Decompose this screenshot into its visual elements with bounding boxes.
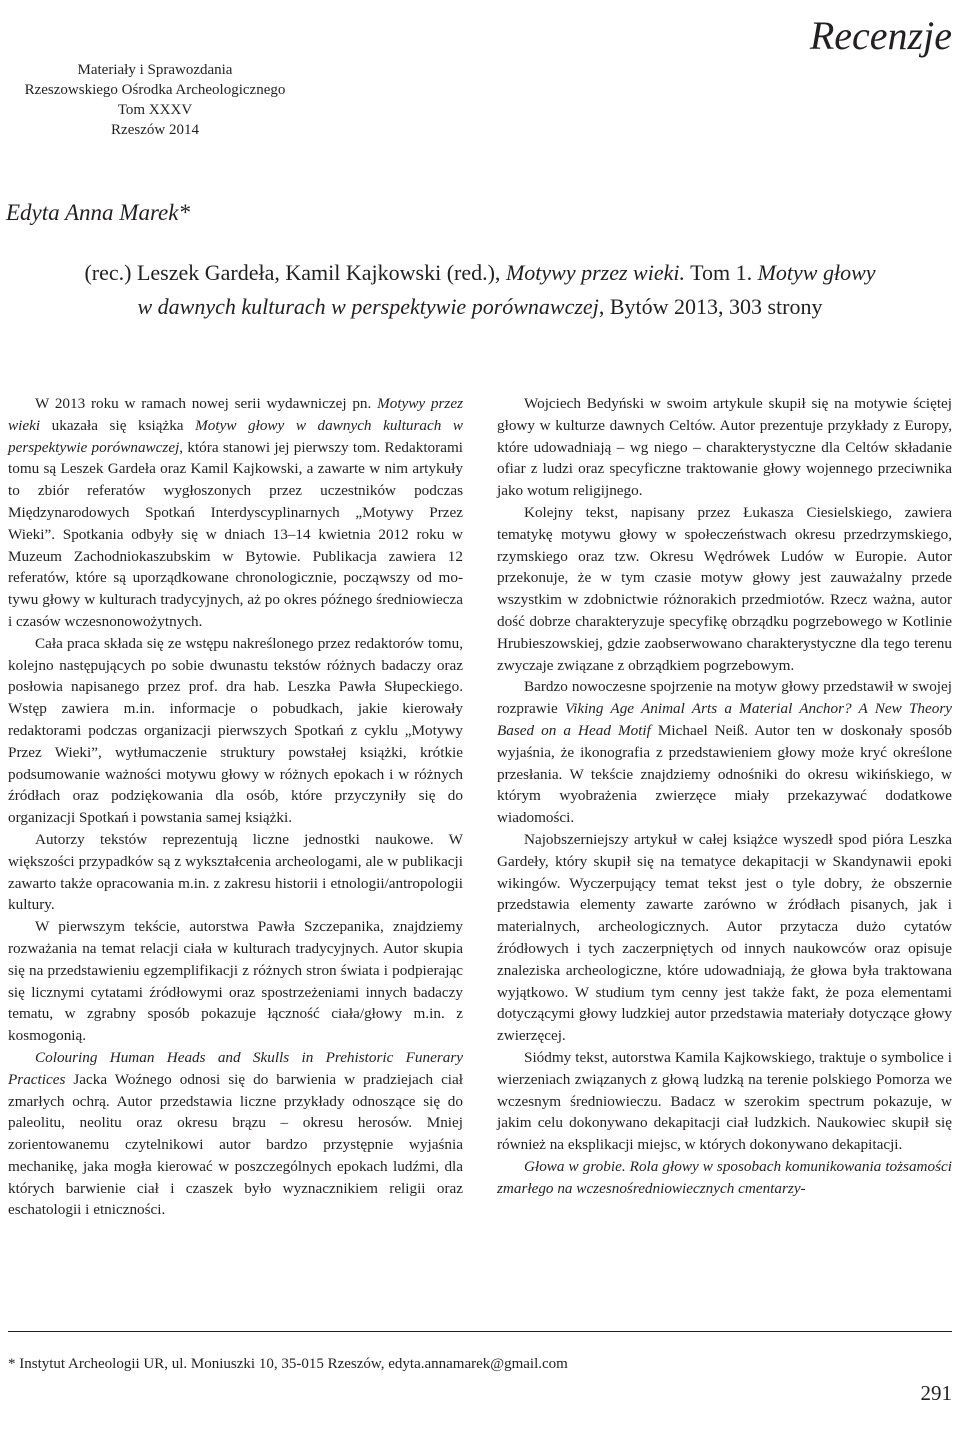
paragraph: Kolejny tekst, napisany przez Łukasza Ciesielskiego, zawiera tematykę motywu głowy w społeczeństwach okresu przedrzymskiego, rzymskiego oraz tzw. Okresu Wędrówek Ludów w Europie. Autor przekonuje, że w tym czasie motyw głowy jest zauważalny przede wszystkim w zdobnictwie różnorakich przedmiotów. Rzecz ważna, autor dość dobrze charakteryzuje specyfikę obrządku pogrzebowego w Kotlinie Hrubieszowskiej, gdzie zaobserwowano charakterystyczne dla tego terenu zwyczaje związane z obrządkiem pogrzebowym. — [497, 503, 952, 674]
title-part-italic: Motywy przez wieki. — [505, 260, 685, 285]
title-part: , Bytów 2013, 303 strony — [598, 294, 823, 319]
paragraph — [497, 676, 952, 829]
text-span: Michael Neiß. Autor ten w doskonały sposób wyjaśnia, że ikonografia z przedstawieniem głowy może kryć określone przesłania. W tekście znajdziemy odnośniki do okresu wikińskiego, w którym wyobrażenia zwierzęce miały przekazywać dodatkowe wiadomości. — [497, 721, 952, 827]
paragraph: Siódmy tekst, autorstwa Kamila Kajkowskiego, traktuje o symbolice i wierzeniach związanych z głową ludzką na terenie polskiego Pomorza we wczesnym średniowieczu. Badacz w szerokim spectrum pokazuje, w jakim celu dokonywano dekapitacji ciał ludzkich. Naukowiec skupił się również na eksplikacji miejsc, w których dokonywano dekapitacji. — [497, 1048, 952, 1154]
paragraph: Autorzy tekstów reprezentują liczne jednostki naukowe. W większości przypadków są z wykształcenia archeologami, ale w publikacji zawarto także opracowania m.in. z zakresu historii i etnologii/antropologii kultury. — [8, 830, 463, 914]
footnote: * Instytut Archeologii UR, ul. Moniuszki 10, 35-015 Rzeszów, edyta.annamarek@gmail.com — [8, 1356, 568, 1372]
footnote-divider — [8, 1331, 952, 1332]
right-column — [497, 393, 952, 1199]
paragraph: Najobszerniejszy artykuł w całej książce wyszedł spod pióra Leszka Gardeły, który skupił się na tematyce dekapitacji w Skandynawii epoki wikingów. Wyczerpujący temat tekst jest o tyle dobry, że obszernie przedstawia elementy zawarte zarówno w źródłach pisanych, jak i materialnych, archeologicznych. Autor przytacza dużo cytatów źródłowych i tych zaczerpniętych od innych naukowców oraz opisuje znaleziska archeologiczne, które udowadniają, że głowa była traktowana wyjątkowo. W studium tym cenny jest także fakt, że poza elementami dotyczącymi głowy ludzkiej autor przedstawia materiały dotyczące głowy zwierzęcej. — [497, 830, 952, 1045]
paragraph — [8, 393, 463, 633]
section-title: Recenzje — [809, 13, 952, 58]
text-span: Bardzo nowoczesne spojrzenie na motyw głowy przedstawił w swojej rozprawie — [497, 678, 952, 718]
title-part: (rec.) Leszek Gardeła, Kamil Kajkowski (red.), — [84, 260, 506, 285]
text-span: , która stanowi jej pierwszy tom. Redaktorami tomu są Leszek Gardeła oraz Kamil Kajkowski, a zawarte w nim artykuły to zbiór referatów wygłoszonych przez uczestników podczas Międzynarodowych Spotkań Interdyscyplinarnych „Motywy Przez Wieki”. Spotkania odbyły się w dniach 13–14 kwietnia 2012 roku w Muzeum Zachodniokaszubskim w Bytowie. Publikacja zawiera 12 referatów, które są uporządkowane chronologicznie, począwszy od motywu głowy w kulturach tradycyjnych, aż po okres późnego średniowiecza i czasów wczesnonowożytnych. — [8, 438, 463, 630]
journal-line: Rzeszów 2014 — [111, 122, 199, 138]
journal-info — [10, 60, 300, 140]
text-span: ukazała się książka — [40, 416, 196, 434]
title-part: Tom 1. — [684, 260, 758, 285]
left-column — [8, 393, 463, 1221]
italic-span: Motywy przez wieki — [8, 395, 463, 434]
italic-span: Motyw głowy w dawnych kulturach w perspektywie porównawczej — [8, 416, 463, 456]
title-part-italic: Motyw głowy — [757, 260, 876, 285]
paragraph: Wojciech Bedyński w swoim artykule skupił się na motywie ściętej głowy w kulturze dawnych Celtów. Autor prezentuje przykłady z Europy, które udowadniają – wg niego – charakterystyczne dla Celtów składanie ofiar z ludzi oraz specyficzne traktowanie głowy wojennego przeciwnika jako wotum religijnego. — [497, 395, 952, 500]
journal-line: Materiały i Sprawozdania — [77, 62, 233, 78]
paragraph: W pierwszym tekście, autorstwa Pawła Szczepanika, znajdziemy rozważania na temat relacji ciała w kulturach tradycyjnych. Autor skupia się na przedstawieniu egzemplifikacji z różnych stron świata i podpierając się licznymi cytatami źródłowymi oraz spostrzeżeniami innych badaczy tematu, w zgrabny sposób pokazuje łączność ciała/głowy m.in. z kosmogonią. — [8, 918, 463, 1045]
paragraph — [8, 1047, 463, 1221]
title-part-italic: w dawnych kulturach w perspektywie porównawczej — [137, 294, 599, 319]
italic-span: Colouring Human Heads and Skulls in Prehistoric Funerary Practices — [8, 1048, 463, 1088]
article-title — [6, 256, 954, 324]
italic-span: Viking Age Animal Arts a Material Anchor? A New Theory Based on a Head Motif — [497, 700, 952, 739]
article-author: Edyta Anna Marek* — [6, 200, 190, 225]
journal-line: Tom XXXV — [117, 102, 193, 118]
text-span: W 2013 roku w ramach nowej serii wydawniczej pn. — [35, 395, 378, 412]
text-span: Jacka Woźnego odnosi się do barwienia w pradziejach ciał zmarłych ochrą. Autor przedstawia liczne przykłady odnoszące się do paleolitu, neolitu oraz okresu brązu – okresu herosów. Mniej zorientowanemu czytelnikowi autor bardzo przystępnie wyjaśnia mechanikę, jaka mogła kierować w poszczególnych epokach ludźmi, dla których barwienie ciał i czaszek było wyznacznikiem religii oraz eschatologii i etniczności. — [8, 1070, 463, 1219]
paragraph: Głowa w grobie. Rola głowy w sposobach komunikowania tożsamości zmarłego na wczesnośredniowiecznych cmentarzy- — [497, 1157, 952, 1197]
journal-line: Rzeszowskiego Ośrodka Archeologicznego — [24, 82, 286, 98]
page-number: 291 — [920, 1381, 952, 1405]
paragraph: Cała praca składa się ze wstępu nakreślonego przez redaktorów tomu, kolejno następujących po sobie dwunastu tekstów różnych badaczy oraz posłowia napisanego przez prof. dra hab. Leszka Pawła Słupeckiego. Wstęp zawiera m.in. informacje o pobudkach, jakie kierowały redaktorami podczas organizacji pierwszych Spotkań z cyklu „Motywy Przez Wieki”, wytłumaczenie struktury powstałej książki, krótkie podsumowanie ważności motywu głowy w różnych epokach i w różnych źródłach oraz podziękowania dla osób, które przyczyniły się do organizacji Spotkań i powstania samej książki. — [8, 634, 463, 827]
